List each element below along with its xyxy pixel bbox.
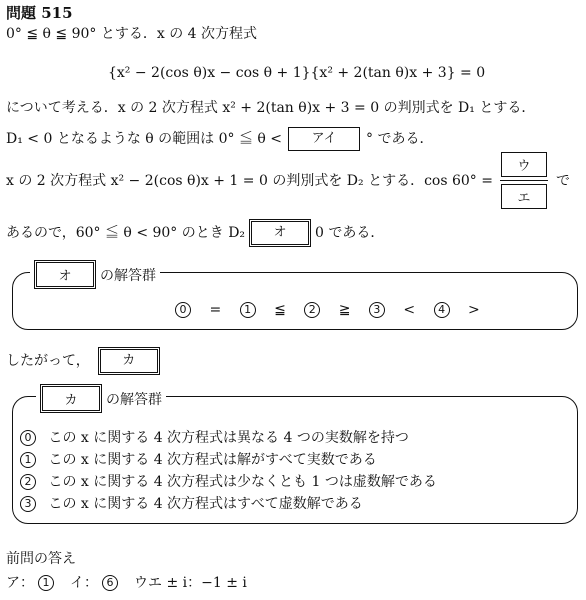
answer-box-u[interactable]: ウ: [501, 152, 547, 177]
problem-line-2: について考える．x の 2 次方程式 x² + 2(tan θ)x + 3 = 0 の判別式を D₁ とする．: [6, 100, 536, 116]
answer-box-e[interactable]: エ: [501, 184, 547, 209]
option-text: この x に関する 4 次方程式はすべて虚数解である: [48, 496, 363, 512]
answer-a-label: ア：: [6, 575, 34, 591]
line-4-tail: で: [556, 173, 570, 189]
problem-line-6: [6, 347, 160, 375]
option-o-4-symbol: >: [468, 302, 480, 318]
problem-title: 問題 515: [6, 4, 73, 22]
option-text: この x に関する 4 次方程式は解がすべて実数である: [48, 452, 377, 468]
option-number: 0: [175, 302, 191, 318]
line-3-text: D₁ < 0 となるような θ の範囲は 0° ≦ θ <: [6, 131, 283, 147]
option-number: 2: [304, 302, 320, 318]
problem-line-4: x の 2 次方程式 x² − 2(cos θ)x + 1 = 0 の判別式を D₂ とする．cos 60° =: [6, 173, 493, 189]
group-ka-box: カ: [40, 384, 102, 413]
line-3-tail: ° である．: [366, 131, 434, 147]
option-number: 2: [20, 474, 36, 490]
option-o-1[interactable]: [240, 302, 256, 318]
fraction-bar: [500, 180, 548, 181]
line-6-text: したがって，: [6, 353, 90, 369]
quartic-equation: {x² − 2(cos θ)x − cos θ + 1}{x² + 2(tan θ)x + 3} = 0: [108, 65, 486, 81]
group-o-options: [168, 302, 487, 318]
problem-line-5: [6, 219, 384, 247]
option-number: 4: [434, 302, 450, 318]
answer-i-label: イ：: [70, 575, 98, 591]
option-number: 0: [20, 430, 36, 446]
problem-line-1: 0° ≦ θ ≦ 90° とする．x の 4 次方程式: [6, 26, 258, 42]
answer-group-o-title: [30, 260, 160, 289]
problem-line-3: [6, 127, 433, 151]
answer-ue-text: ウエ ± i：−1 ± i: [134, 575, 247, 591]
option-number: 3: [369, 302, 385, 318]
line-5-tail: 0 である．: [315, 225, 385, 241]
group-o-label: の解答群: [100, 267, 156, 284]
option-o-0[interactable]: [175, 302, 191, 318]
group-o-box: オ: [34, 260, 96, 289]
answer-box-ai[interactable]: アイ: [288, 127, 360, 151]
option-o-3-symbol: <: [403, 302, 416, 318]
option-number: 1: [240, 302, 256, 318]
option-number: 1: [20, 452, 36, 468]
option-o-4[interactable]: [434, 302, 450, 318]
answer-group-ka-title: [36, 384, 166, 413]
option-ka-3[interactable]: [20, 494, 363, 514]
answer-box-o[interactable]: オ: [249, 219, 311, 247]
fraction-u-e: [500, 152, 548, 209]
group-ka-label: の解答群: [106, 391, 162, 408]
option-ka-1[interactable]: [20, 450, 377, 470]
option-o-2[interactable]: [304, 302, 320, 318]
option-number: 3: [20, 496, 36, 512]
line-5-text: あるので，60° ≦ θ < 90° のとき D₂: [6, 225, 246, 241]
option-text: この x に関する 4 次方程式は少なくとも 1 つは虚数解である: [48, 474, 437, 490]
option-o-3[interactable]: [369, 302, 385, 318]
answer-box-ka[interactable]: カ: [98, 347, 160, 375]
answer-a-value: 1: [38, 575, 54, 591]
option-o-2-symbol: ≧: [338, 302, 351, 318]
option-o-0-symbol: =: [209, 302, 222, 318]
option-o-1-symbol: ≦: [274, 302, 286, 318]
option-ka-2[interactable]: [20, 472, 437, 492]
answer-i-value: 6: [102, 575, 118, 591]
previous-answers-heading: 前問の答え: [6, 551, 76, 567]
previous-answers-line: [6, 574, 247, 592]
option-text: この x に関する 4 次方程式は異なる 4 つの実数解を持つ: [48, 430, 409, 446]
option-ka-0[interactable]: [20, 428, 409, 448]
